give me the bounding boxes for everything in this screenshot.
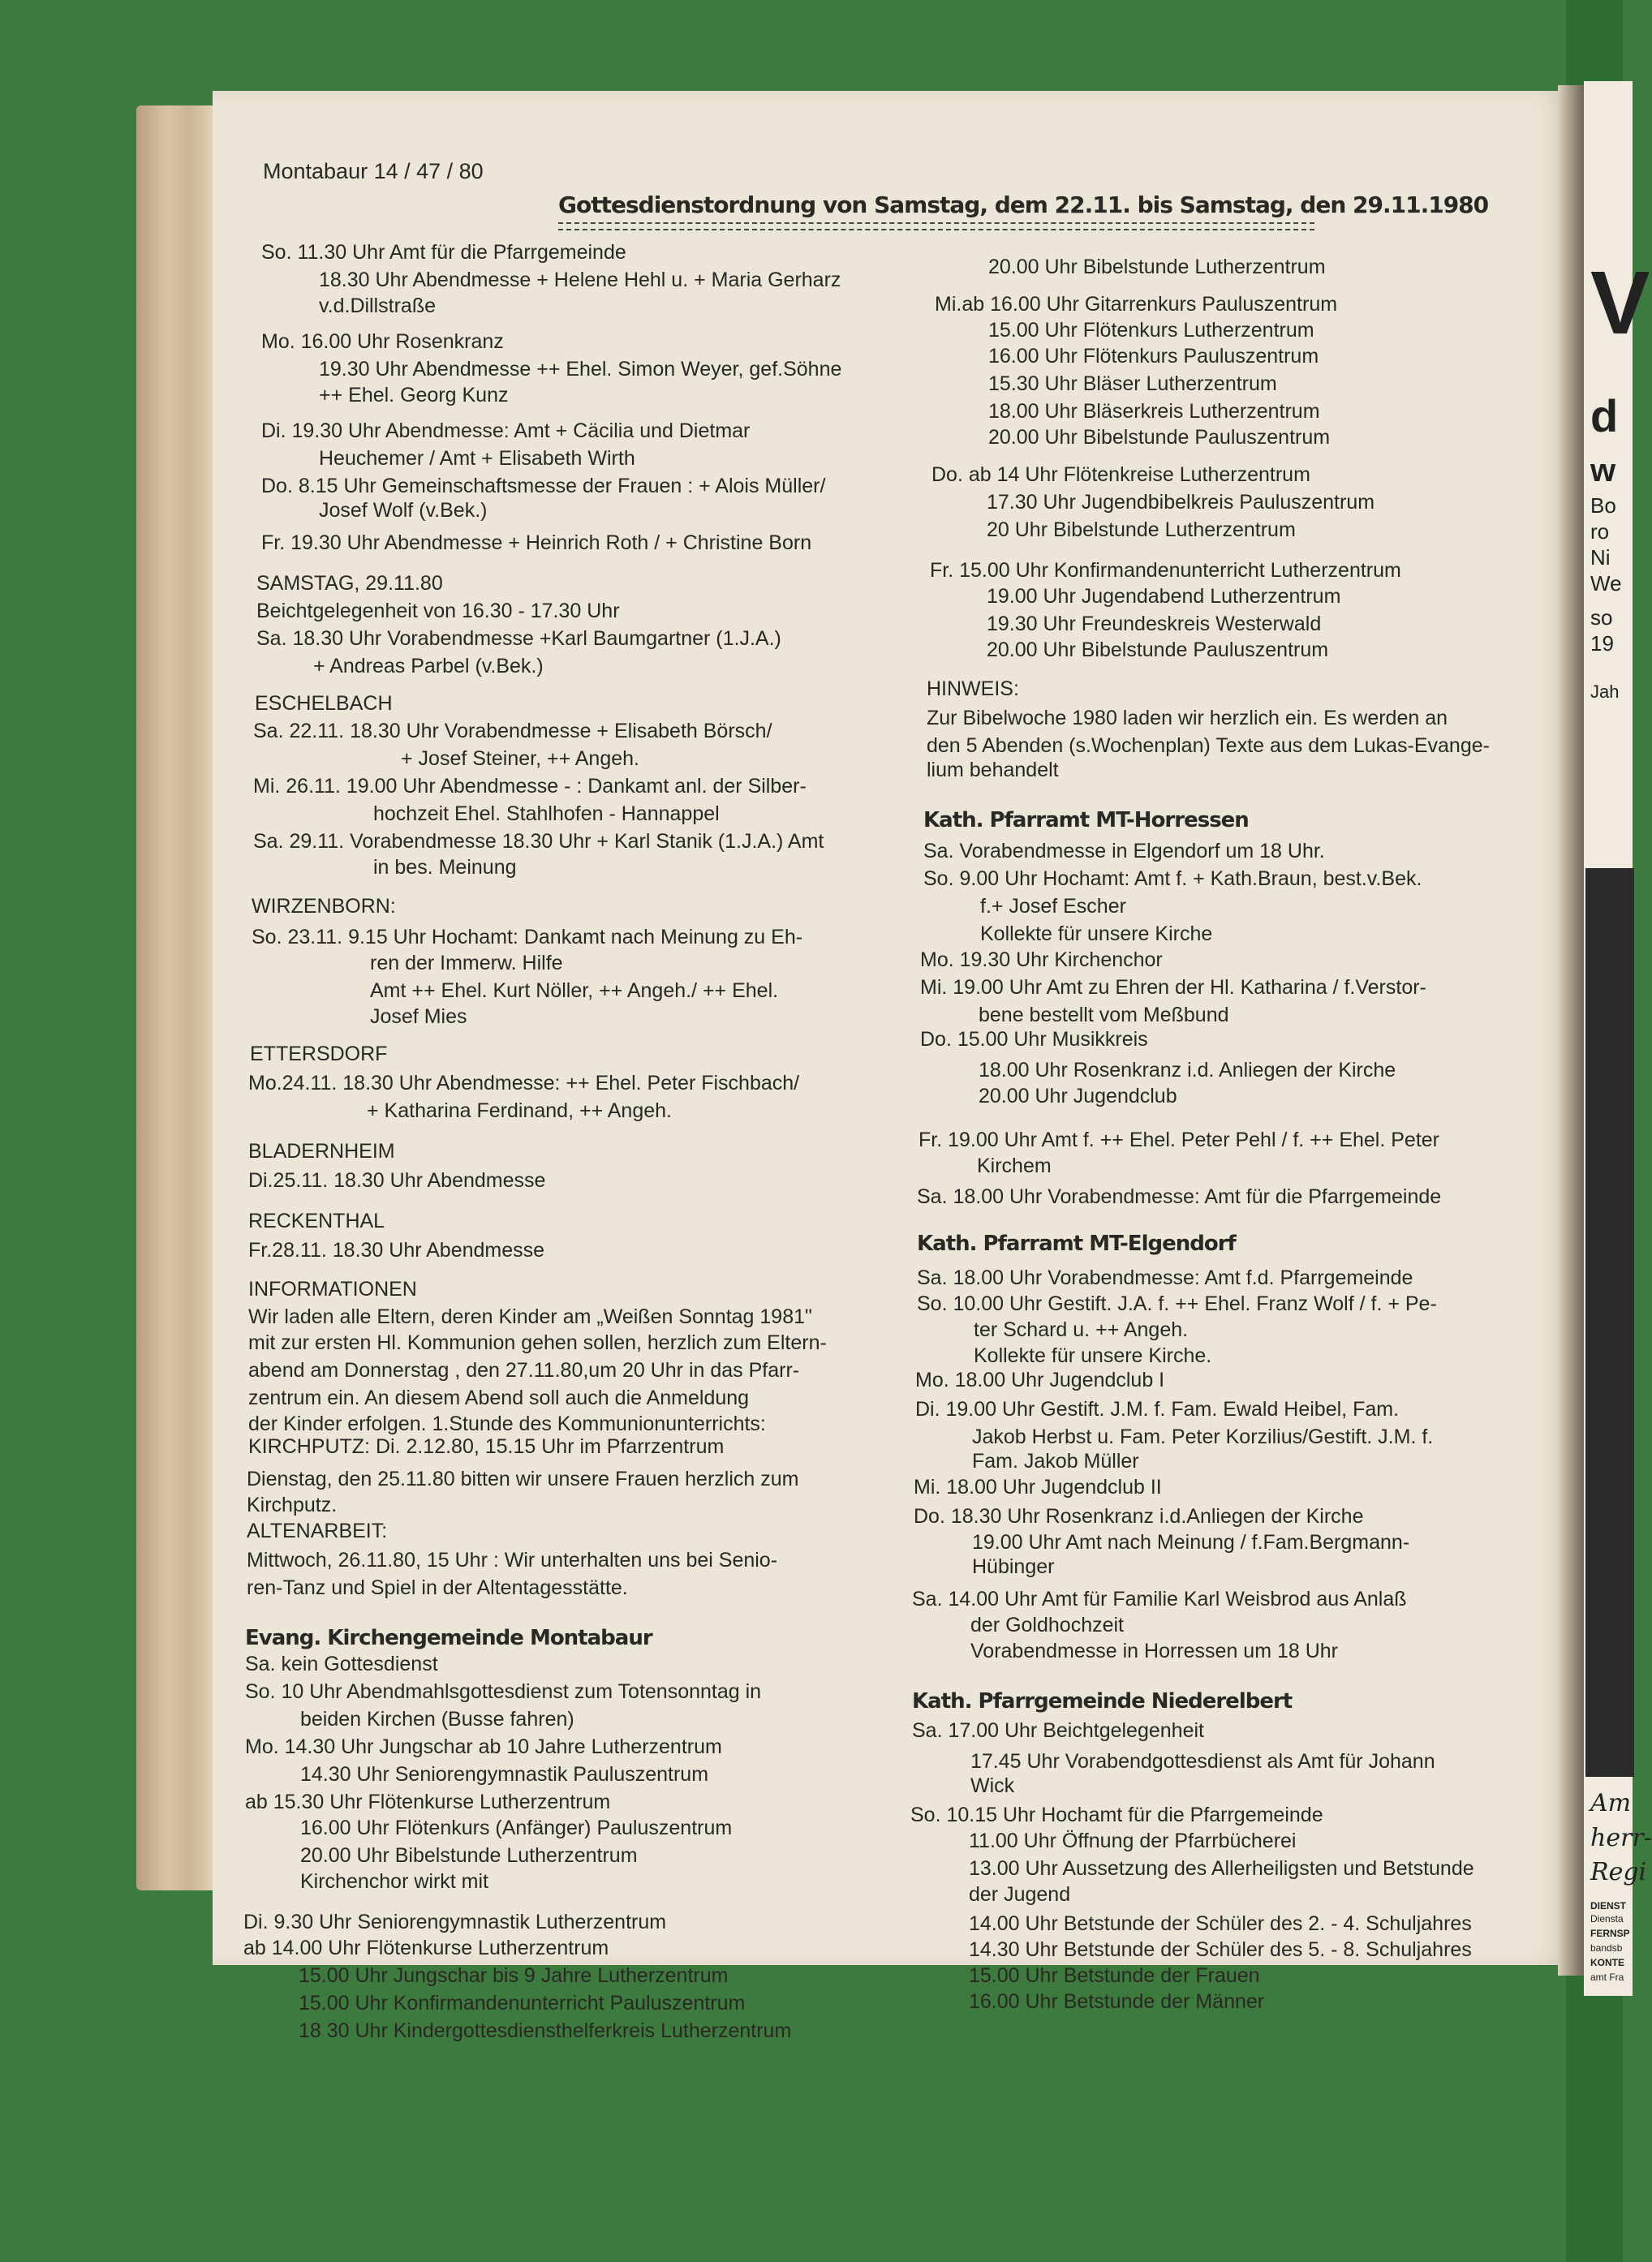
schedule-line: Beichtgelegenheit von 16.30 - 17.30 Uhr [256,600,620,622]
schedule-line: Mi.ab 16.00 Uhr Gitarrenkurs Pauluszentrum [935,293,1338,316]
schedule-line: Sa. 22.11. 18.30 Uhr Vorabendmesse + Elisabeth Börsch/ [253,720,772,742]
schedule-line: 15.00 Uhr Konfirmandenunterricht Pauluszentrum [299,1992,746,2015]
section-title: Evang. Kirchengemeinde Montabaur [245,1626,652,1650]
schedule-line: 14.30 Uhr Seniorengymnastik Pauluszentrum [300,1763,709,1786]
schedule-line: Di. 19.30 Uhr Abendmesse: Amt + Cäcilia und Dietmar [261,419,751,442]
section-heading: RECKENTHAL [248,1210,385,1232]
schedule-line: in bes. Meinung [373,856,517,879]
schedule-line: Josef Wolf (v.Bek.) [319,499,488,522]
facing-page-caption: Regi [1590,1858,1647,1886]
facing-page-text: ro [1590,519,1610,544]
facing-page-photo [1585,868,1634,1777]
schedule-line: Vorabendmesse in Horressen um 18 Uhr [970,1640,1339,1662]
facing-page-imprint: bandsb [1590,1942,1623,1954]
body-text: abend am Donnerstag , den 27.11.80,um 20 Uhr in das Pfarr- [248,1359,800,1382]
schedule-line: ab 15.30 Uhr Flötenkurse Lutherzentrum [245,1791,611,1813]
schedule-line: Sa. 18.30 Uhr Vorabendmesse +Karl Baumgartner (1.J.A.) [256,627,781,650]
schedule-line: Do. 8.15 Uhr Gemeinschaftsmesse der Frauen : + Alois Müller/ [261,475,826,497]
schedule-line: Mi. 26.11. 19.00 Uhr Abendmesse - : Dankamt anl. der Silber- [253,775,807,798]
schedule-line: 19.00 Uhr Amt nach Meinung / f.Fam.Bergmann- [972,1531,1410,1554]
facing-page-text: Jah [1590,682,1620,702]
facing-page-text: 19 [1590,631,1614,656]
schedule-line: Sa. 18.00 Uhr Vorabendmesse: Amt für die Pfarrgemeinde [917,1185,1442,1208]
facing-page-caption: herr- [1590,1824,1652,1852]
schedule-line: + Josef Steiner, ++ Angeh. [401,747,639,770]
title-underline [558,222,1314,230]
schedule-line: 18.00 Uhr Rosenkranz i.d. Anliegen der Kirche [979,1059,1396,1082]
schedule-line: 14.30 Uhr Betstunde der Schüler des 5. - 8. Schuljahres [969,1938,1472,1961]
section-heading: HINWEIS: [927,677,1019,700]
schedule-line: Sa. 14.00 Uhr Amt für Familie Karl Weisbrod aus Anlaß [912,1588,1407,1610]
facing-page-imprint: DIENST [1590,1900,1627,1912]
schedule-line: 20 Uhr Bibelstunde Lutherzentrum [987,518,1296,541]
schedule-line: Fr. 15.00 Uhr Konfirmandenunterricht Lutherzentrum [930,559,1401,582]
schedule-line: Mo. 16.00 Uhr Rosenkranz [261,330,504,353]
page-title: Gottesdienstordnung von Samstag, dem 22.11. bis Samstag, den 29.11.1980 [558,191,1489,218]
schedule-line: f.+ Josef Escher [980,895,1126,918]
schedule-line: 20.00 Uhr Bibelstunde Pauluszentrum [987,639,1329,661]
schedule-line: So. 9.00 Uhr Hochamt: Amt f. + Kath.Braun, best.v.Bek. [923,867,1422,890]
schedule-line: Mo. 18.00 Uhr Jugendclub I [915,1369,1165,1391]
schedule-line: Fr. 19.00 Uhr Amt f. ++ Ehel. Peter Pehl / f. ++ Ehel. Peter [918,1129,1440,1151]
schedule-line: Mo. 14.30 Uhr Jungschar ab 10 Jahre Lutherzentrum [245,1735,722,1758]
binding-cloth-left [0,0,138,2262]
schedule-line: 16.00 Uhr Flötenkurs (Anfänger) Pauluszentrum [300,1817,733,1839]
body-text: Zur Bibelwoche 1980 laden wir herzlich ein. Es werden an [927,707,1448,729]
schedule-line: ter Schard u. ++ Angeh. [974,1318,1189,1341]
schedule-line: Jakob Herbst u. Fam. Peter Korzilius/Gestift. J.M. f. [972,1426,1434,1448]
schedule-line: Do. 15.00 Uhr Musikkreis [920,1028,1148,1051]
schedule-line: + Andreas Parbel (v.Bek.) [313,655,544,677]
schedule-line: Wick [970,1774,1015,1797]
schedule-line: 18.00 Uhr Bläserkreis Lutherzentrum [988,400,1320,423]
schedule-line: 13.00 Uhr Aussetzung des Allerheiligsten und Betstunde [969,1857,1474,1880]
schedule-line: So. 23.11. 9.15 Uhr Hochamt: Dankamt nach Meinung zu Eh- [252,926,803,948]
schedule-line: Amt ++ Ehel. Kurt Nöller, ++ Angeh./ ++ Ehel. [370,979,779,1002]
schedule-line: 20.00 Uhr Bibelstunde Pauluszentrum [988,426,1331,449]
facing-page-big-letter: V [1590,253,1650,353]
schedule-line: Kirchem [977,1155,1052,1177]
schedule-line: Mo.24.11. 18.30 Uhr Abendmesse: ++ Ehel. Peter Fischbach/ [248,1072,800,1094]
schedule-line: ++ Ehel. Georg Kunz [319,384,509,406]
schedule-line: 16.00 Uhr Flötenkurs Pauluszentrum [988,345,1319,368]
schedule-line: Kollekte für unsere Kirche. [974,1344,1212,1367]
schedule-line: So. 10.00 Uhr Gestift. J.A. f. ++ Ehel. Franz Wolf / f. + Pe- [917,1292,1437,1315]
schedule-line: 14.00 Uhr Betstunde der Schüler des 2. - 4. Schuljahres [969,1912,1472,1935]
schedule-line: Sa. 18.00 Uhr Vorabendmesse: Amt f.d. Pfarrgemeinde [917,1266,1413,1289]
facing-page-imprint: KONTE [1590,1957,1624,1968]
page-label: Montabaur 14 / 47 / 80 [263,159,484,183]
body-text: Kirchputz. [247,1494,338,1516]
section-heading: WIRZENBORN: [252,895,396,918]
schedule-line: 15.00 Uhr Flötenkurs Lutherzentrum [988,319,1314,342]
schedule-line: Fr.28.11. 18.30 Uhr Abendmesse [248,1239,545,1262]
schedule-line: 19.30 Uhr Freundeskreis Westerwald [987,613,1322,635]
schedule-line: Mi. 19.00 Uhr Amt zu Ehren der Hl. Katharina / f.Verstor- [920,976,1426,999]
schedule-line: 17.45 Uhr Vorabendgottesdienst als Amt für Johann [970,1750,1435,1773]
section-title: Kath. Pfarrgemeinde Niederelbert [912,1689,1293,1714]
body-text: Wir laden alle Eltern, deren Kinder am „Weißen Sonntag 1981" [248,1305,812,1328]
schedule-line: Sa. Vorabendmesse in Elgendorf um 18 Uhr. [923,840,1325,862]
schedule-line: Mo. 19.30 Uhr Kirchenchor [920,948,1163,971]
body-text: Mittwoch, 26.11.80, 15 Uhr : Wir unterhalten uns bei Senio- [247,1549,778,1572]
body-text: KIRCHPUTZ: Di. 2.12.80, 15.15 Uhr im Pfarrzentrum [248,1435,725,1458]
schedule-line: 20.00 Uhr Bibelstunde Lutherzentrum [300,1844,638,1867]
section-title: Kath. Pfarramt MT-Elgendorf [917,1232,1236,1256]
schedule-line: 19.00 Uhr Jugendabend Lutherzentrum [987,585,1341,608]
body-text: den 5 Abenden (s.Wochenplan) Texte aus dem Lukas-Evange- [927,734,1490,757]
schedule-line: Kollekte für unsere Kirche [980,922,1213,945]
section-heading: SAMSTAG, 29.11.80 [256,572,443,595]
body-text: mit zur ersten Hl. Kommunion gehen sollen, herzlich zum Eltern- [248,1331,827,1354]
facing-page-text: We [1590,571,1622,596]
schedule-line: Di. 19.00 Uhr Gestift. J.M. f. Fam. Ewald Heibel, Fam. [915,1398,1400,1421]
schedule-line: Di. 9.30 Uhr Seniorengymnastik Lutherzentrum [243,1911,667,1933]
schedule-line: 20.00 Uhr Bibelstunde Lutherzentrum [988,256,1326,278]
facing-page-caption: Am [1590,1789,1632,1817]
schedule-line: Heuchemer / Amt + Elisabeth Wirth [319,447,635,470]
schedule-line: Hübinger [972,1555,1055,1578]
schedule-line: Di.25.11. 18.30 Uhr Abendmesse [248,1169,546,1192]
schedule-line: Fr. 19.30 Uhr Abendmesse + Heinrich Roth / + Christine Born [261,531,812,554]
facing-page-subheading: w [1590,453,1616,488]
schedule-line: 11.00 Uhr Öffnung der Pfarrbücherei [969,1830,1297,1852]
facing-page-text: so [1590,605,1613,630]
schedule-line: Josef Mies [370,1005,467,1028]
body-text: ren-Tanz und Spiel in der Altentagesstätte. [247,1576,628,1599]
schedule-line: Kirchenchor wirkt mit [300,1870,488,1893]
facing-page-text: Ni [1590,545,1611,570]
body-text: zentrum ein. An diesem Abend soll auch die Anmeldung [248,1387,750,1409]
schedule-line: v.d.Dillstraße [319,295,437,317]
section-heading: ESCHELBACH [255,692,393,715]
facing-page-imprint: Diensta [1590,1913,1624,1924]
schedule-line: 18.30 Uhr Abendmesse + Helene Hehl u. + Maria Gerharz [319,269,841,291]
facing-page-fragment [1584,81,1652,1996]
schedule-line: Sa. kein Gottesdienst [245,1653,438,1675]
schedule-line: 18 30 Uhr Kindergottesdiensthelferkreis Lutherzentrum [299,2019,792,2042]
schedule-line: ab 14.00 Uhr Flötenkurse Lutherzentrum [243,1937,609,1959]
schedule-line: bene bestellt vom Meßbund [979,1004,1229,1026]
schedule-line: beiden Kirchen (Busse fahren) [300,1708,574,1731]
schedule-line: 16.00 Uhr Betstunde der Männer [969,1990,1265,2013]
section-heading: INFORMATIONEN [248,1278,417,1301]
schedule-line: Do. ab 14 Uhr Flötenkreise Lutherzentrum [931,463,1310,486]
schedule-line: Sa. 29.11. Vorabendmesse 18.30 Uhr + Karl Stanik (1.J.A.) Amt [253,830,824,853]
schedule-line: 20.00 Uhr Jugendclub [979,1085,1177,1107]
schedule-line: So. 10 Uhr Abendmahlsgottesdienst zum Totensonntag in [245,1680,762,1703]
schedule-line: 19.30 Uhr Abendmesse ++ Ehel. Simon Weyer, gef.Söhne [319,358,842,381]
schedule-line: 15.30 Uhr Bläser Lutherzentrum [988,372,1277,395]
section-heading: ALTENARBEIT: [247,1520,388,1542]
schedule-line: So. 11.30 Uhr Amt für die Pfarrgemeinde [261,241,626,264]
schedule-line: der Goldhochzeit [970,1614,1125,1636]
section-title: Kath. Pfarramt MT-Horressen [923,808,1249,832]
schedule-line: Mi. 18.00 Uhr Jugendclub II [914,1476,1162,1499]
facing-page-imprint: FERNSP [1590,1928,1630,1939]
schedule-line: der Jugend [969,1883,1071,1906]
schedule-line: hochzeit Ehel. Stahlhofen - Hannappel [373,802,720,825]
body-text: der Kinder erfolgen. 1.Stunde des Kommunionunterrichts: [248,1413,766,1435]
schedule-line: Do. 18.30 Uhr Rosenkranz i.d.Anliegen der Kirche [914,1505,1364,1528]
schedule-line: ren der Immerw. Hilfe [370,952,563,974]
schedule-line: 17.30 Uhr Jugendbibelkreis Pauluszentrum [987,491,1375,514]
section-heading: ETTERSDORF [250,1043,388,1065]
body-text: lium behandelt [927,759,1059,781]
schedule-line: Sa. 17.00 Uhr Beichtgelegenheit [912,1719,1204,1742]
schedule-line: 15.00 Uhr Betstunde der Frauen [969,1964,1260,1987]
schedule-line: + Katharina Ferdinand, ++ Angeh. [367,1099,672,1122]
schedule-line: 15.00 Uhr Jungschar bis 9 Jahre Lutherzentrum [299,1964,729,1987]
schedule-line: Fam. Jakob Müller [972,1450,1139,1473]
schedule-line: So. 10.15 Uhr Hochamt für die Pfarrgemeinde [910,1804,1323,1826]
facing-page-imprint: amt Fra [1590,1972,1624,1983]
section-heading: BLADERNHEIM [248,1140,395,1163]
facing-page-text: Bo [1590,493,1616,518]
body-text: Dienstag, den 25.11.80 bitten wir unsere Frauen herzlich zum [247,1468,799,1490]
facing-page-heading: d [1590,390,1619,441]
